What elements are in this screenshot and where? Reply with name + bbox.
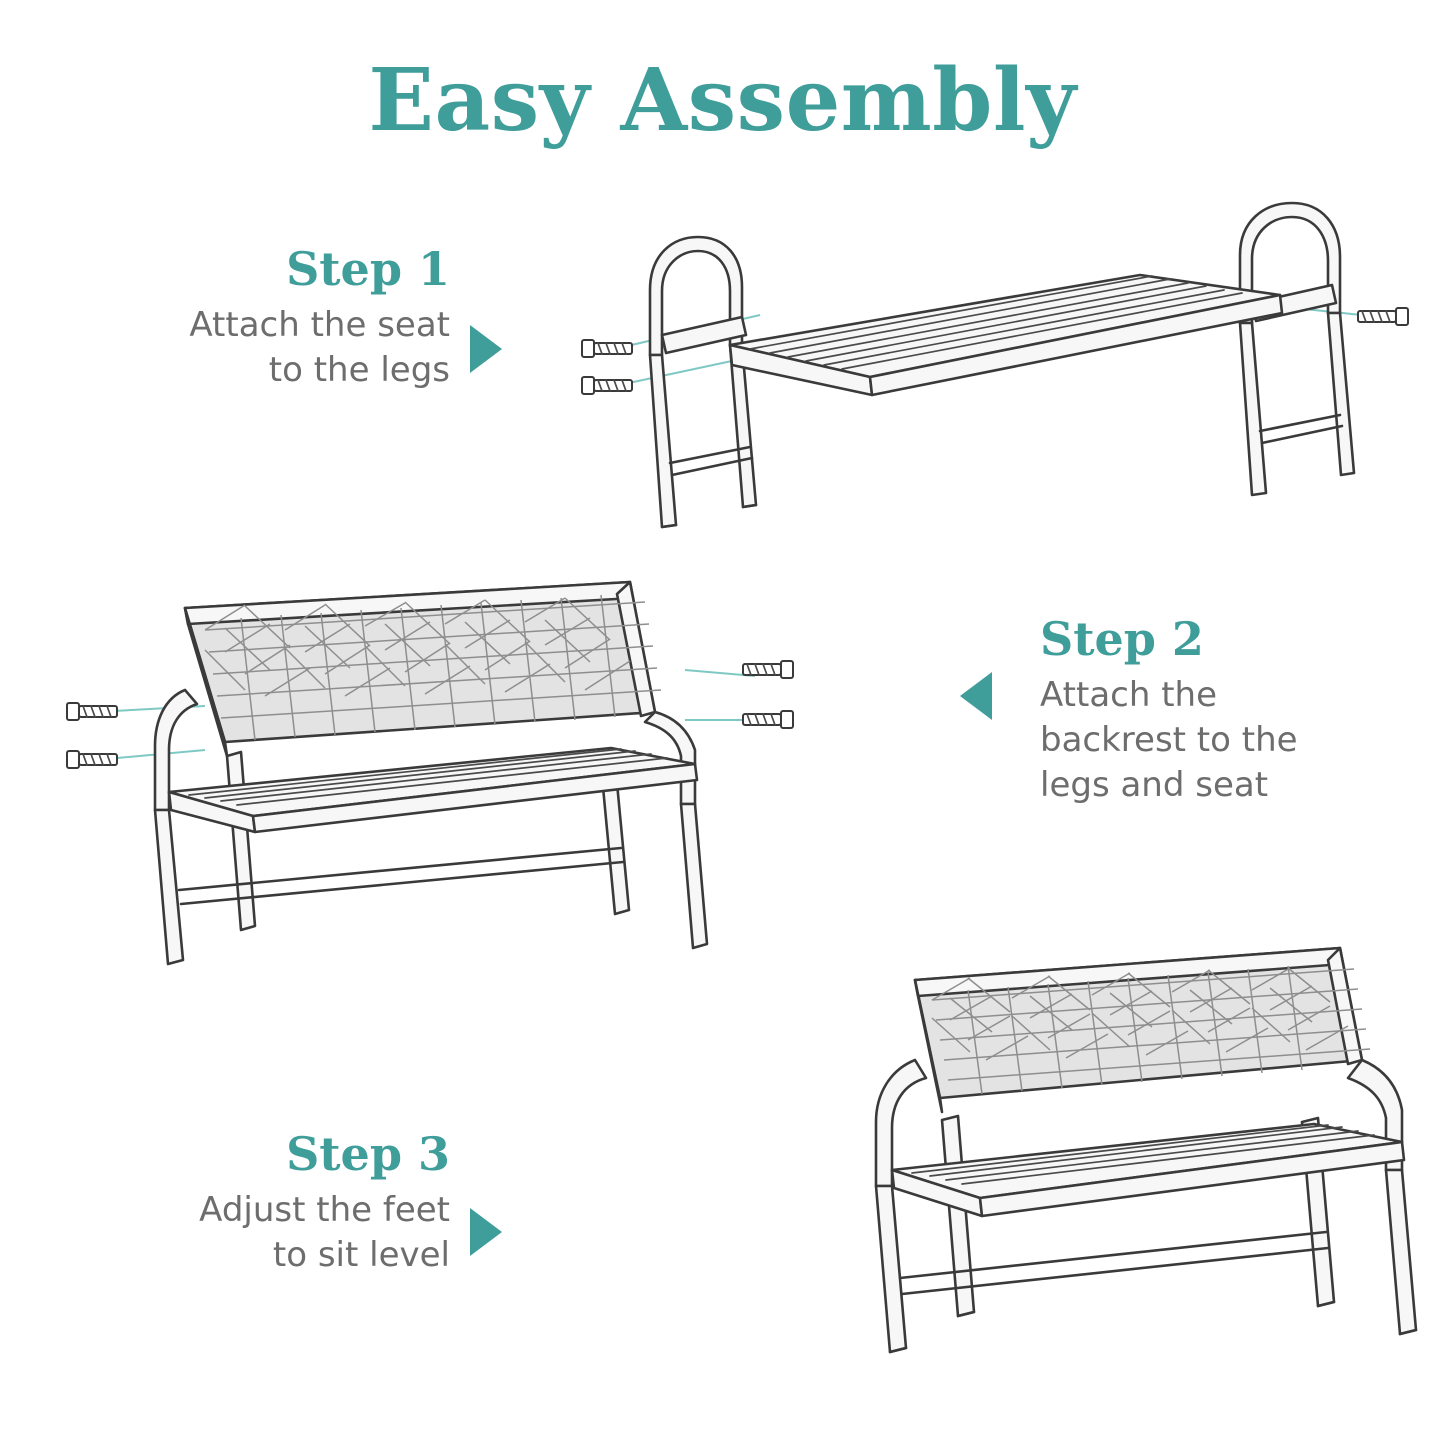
step-3-label: Step 3	[286, 1127, 450, 1181]
arrow-right-icon-step-1	[470, 325, 502, 373]
step-2-description-line-1: Attach the	[1040, 675, 1218, 716]
step-3-description-line-1: Adjust the feet	[199, 1190, 450, 1231]
step-1-illustration	[580, 195, 1410, 595]
arrow-left-icon-step-2	[960, 672, 992, 720]
step-3-text-block	[100, 1127, 450, 1278]
step-2-illustration	[55, 560, 845, 990]
arrow-right-icon-step-3	[470, 1208, 502, 1256]
step-2-text-block	[1040, 612, 1360, 808]
step-1-description-line-1: Attach the seat	[189, 305, 450, 346]
step-1-label: Step 1	[286, 242, 450, 296]
step-1-text-block	[100, 242, 450, 393]
page-title: Easy Assembly	[368, 50, 1077, 151]
step-3-description-line-2: to sit level	[272, 1235, 450, 1276]
step-2-description-line-2: backrest to the	[1040, 720, 1298, 761]
step-2-label: Step 2	[1040, 612, 1204, 666]
step-3-illustration	[740, 930, 1430, 1400]
step-1-description-line-2: to the legs	[268, 350, 450, 391]
step-2-description-line-3: legs and seat	[1040, 765, 1269, 806]
